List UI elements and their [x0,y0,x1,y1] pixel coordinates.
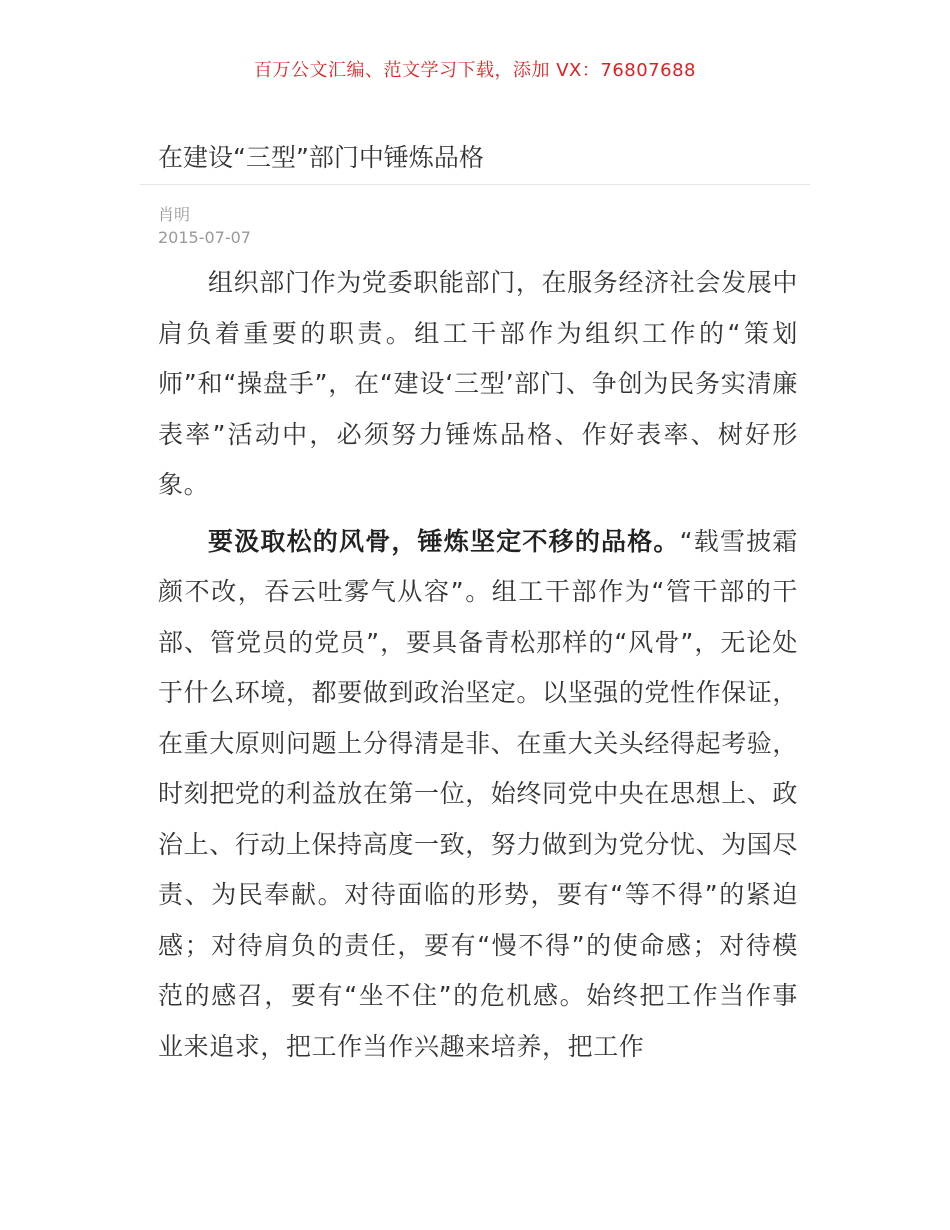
publish-date: 2015-07-07 [158,228,251,247]
article-title: 在建设“三型”部门中锤炼品格 [158,143,484,172]
author-name: 肖明 [158,205,191,224]
paragraph-1: 组织部门作为党委职能部门，在服务经济社会发展中肩负着重要的职责。组工干部作为组织工作的“策划师”和“操盘手”，在“建设‘三型’部门、争创为民务实清廉表率”活动中，必须努力锤炼品格、作好表率、树好形象。 [158,268,798,499]
article-body [158,258,798,1072]
paragraph-2 [158,517,798,1073]
title-divider [140,184,810,185]
header-banner: 百万公文汇编、范文学习下载，添加 VX：76807688 [254,60,696,81]
article-meta [158,203,251,249]
paragraph-2-lead: 要汲取松的风骨，锤炼坚定不移的品格。 [208,526,680,556]
paragraph-2-body: “载雪披霜颜不改，吞云吐雾气从容”。组工干部作为“管干部的干部、管党员的党员”，要具备青松那样的“风骨”，无论处于什么环境，都要做到政治坚定。以坚强的党性作保证，在重大原则问题上分得清是非、在重大关头经得起考验，时刻把党的利益放在第一位，始终同党中央在思想上、政治上、行动上保持高度一致，努力做到为党分忧、为国尽责、为民奉献。对待面临的形势，要有“等不得”的紧迫感；对待肩负的责任，要有“慢不得”的使命感；对待模范的感召，要有“坐不住”的危机感。始终把工作当作事业来追求，把工作当作兴趣来培养，把工作 [158,526,799,1061]
